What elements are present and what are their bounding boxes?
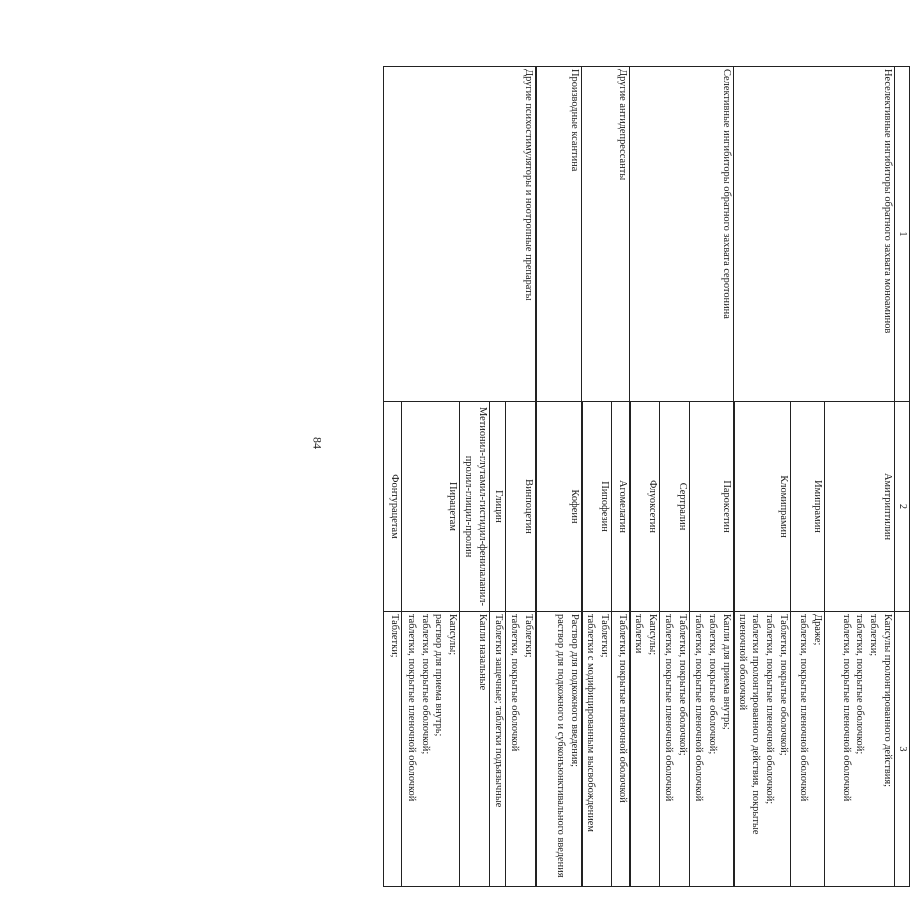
table-row xyxy=(690,67,734,887)
drug-name: Флуоксетин xyxy=(630,402,660,612)
dosage-forms xyxy=(660,612,690,887)
dosage-form: таблетки, покрытые оболочкой xyxy=(508,614,520,752)
table-row xyxy=(506,67,536,887)
dosage-forms xyxy=(582,612,612,887)
dosage-form: раствор для приема внутрь; xyxy=(433,614,445,737)
dosage-forms xyxy=(630,612,660,887)
dosage-form: Таблетки, покрытые оболочкой; xyxy=(778,614,789,756)
dosage-form: таблетки, покрытые пленочной оболочкой xyxy=(798,614,810,802)
dosage-forms xyxy=(506,612,536,887)
dosage-form: Капсулы пролонгированного действия; xyxy=(882,614,893,788)
drug-name: Агомелатин xyxy=(612,402,630,612)
dosage-form: Таблетки, покрытые оболочкой; xyxy=(677,614,689,756)
drug-name: Глицин xyxy=(490,402,506,612)
drug-name: Винпоцетин xyxy=(506,402,536,612)
table-row xyxy=(825,67,895,887)
column-header-3: 3 xyxy=(895,612,910,887)
drug-table xyxy=(389,66,910,886)
group-cell: Селективные ингибиторы обратного захвата серотонина xyxy=(630,67,734,402)
dosage-form: таблетки; xyxy=(868,614,880,657)
drug-name: Пароксетин xyxy=(690,402,734,612)
column-header-1: 1 xyxy=(895,67,910,402)
dosage-form: раствор для подкожного и субконъюнктивального введения xyxy=(554,614,566,878)
dosage-forms xyxy=(734,612,791,887)
drug-name: Кломипрамин xyxy=(734,402,791,612)
drug-name: Кофеин xyxy=(536,402,582,612)
column-header-row xyxy=(895,67,910,887)
drug-name: Амитриптилин xyxy=(825,402,895,612)
drug-name: Метионил-глутамил-гистидил-фенилаланил-пролил-глицил-пролин xyxy=(460,402,490,612)
dosage-form: таблетки, покрытые оболочкой; xyxy=(854,614,866,755)
dosage-form: таблетки xyxy=(633,614,645,654)
group-cell: Другие психостимуляторы и ноотропные препараты xyxy=(384,67,536,402)
drug-name: Фонтурацетам xyxy=(384,402,402,612)
dosage-forms xyxy=(612,612,630,887)
column-header-2: 2 xyxy=(895,402,910,612)
dosage-form: Таблетки, покрытые пленочной оболочкой xyxy=(616,614,628,803)
dosage-forms xyxy=(690,612,734,887)
dosage-form: таблетки, покрытые пленочной оболочкой; xyxy=(764,614,776,805)
dosage-form: Драже; xyxy=(812,614,823,646)
dosage-form: Таблетки защечные; таблетки подъязычные xyxy=(493,614,505,808)
dosage-form: таблетки, покрытые пленочной оболочкой xyxy=(840,614,852,802)
dosage-form: Капсулы; xyxy=(647,614,659,656)
group-cell: Неселективные ингибиторы обратного захвата моноаминов xyxy=(734,67,895,402)
drug-name: Имипрамин xyxy=(791,402,825,612)
dosage-forms xyxy=(402,612,460,887)
dosage-form: таблетки с модифицированным высвобождением xyxy=(585,614,597,832)
table-row xyxy=(612,67,630,887)
group-cell: Производные ксантина xyxy=(536,67,582,402)
dosage-form: таблетки, покрытые оболочкой; xyxy=(419,614,431,755)
dosage-form: таблетки, покрытые пленочной оболочкой xyxy=(663,614,675,802)
dosage-form: Раствор для подкожного введения; xyxy=(568,614,580,768)
dosage-form: Таблетки; xyxy=(522,614,534,658)
dosage-form: Таблетки; xyxy=(599,614,611,658)
page-number: 84 xyxy=(310,437,325,449)
dosage-forms xyxy=(791,612,825,887)
dosage-form: таблетки, покрытые оболочкой; xyxy=(706,614,718,755)
drug-name: Сертралин xyxy=(660,402,690,612)
dosage-form: таблетки, покрытые пленочной оболочкой xyxy=(693,614,705,802)
drug-name: Пипофезин xyxy=(582,402,612,612)
dosage-form: Капли для приема внутрь; xyxy=(720,614,732,730)
dosage-form: Капли назальные xyxy=(477,614,489,691)
dosage-form: Таблетки; xyxy=(389,614,401,658)
drug-name: Пирацетам xyxy=(402,402,460,612)
dosage-forms xyxy=(825,612,895,887)
group-cell: Другие антидепрессанты xyxy=(582,67,630,402)
dosage-forms xyxy=(460,612,490,887)
dosage-form: Капсулы; xyxy=(447,614,459,656)
dosage-forms xyxy=(490,612,506,887)
dosage-form: таблетки, покрытые пленочной оболочкой xyxy=(405,614,417,802)
dosage-forms xyxy=(536,612,582,887)
dosage-form: таблетки пролонгированного действия, покрытые пленочной оболочкой xyxy=(736,614,762,835)
dosage-forms xyxy=(384,612,402,887)
table-row xyxy=(536,67,582,887)
